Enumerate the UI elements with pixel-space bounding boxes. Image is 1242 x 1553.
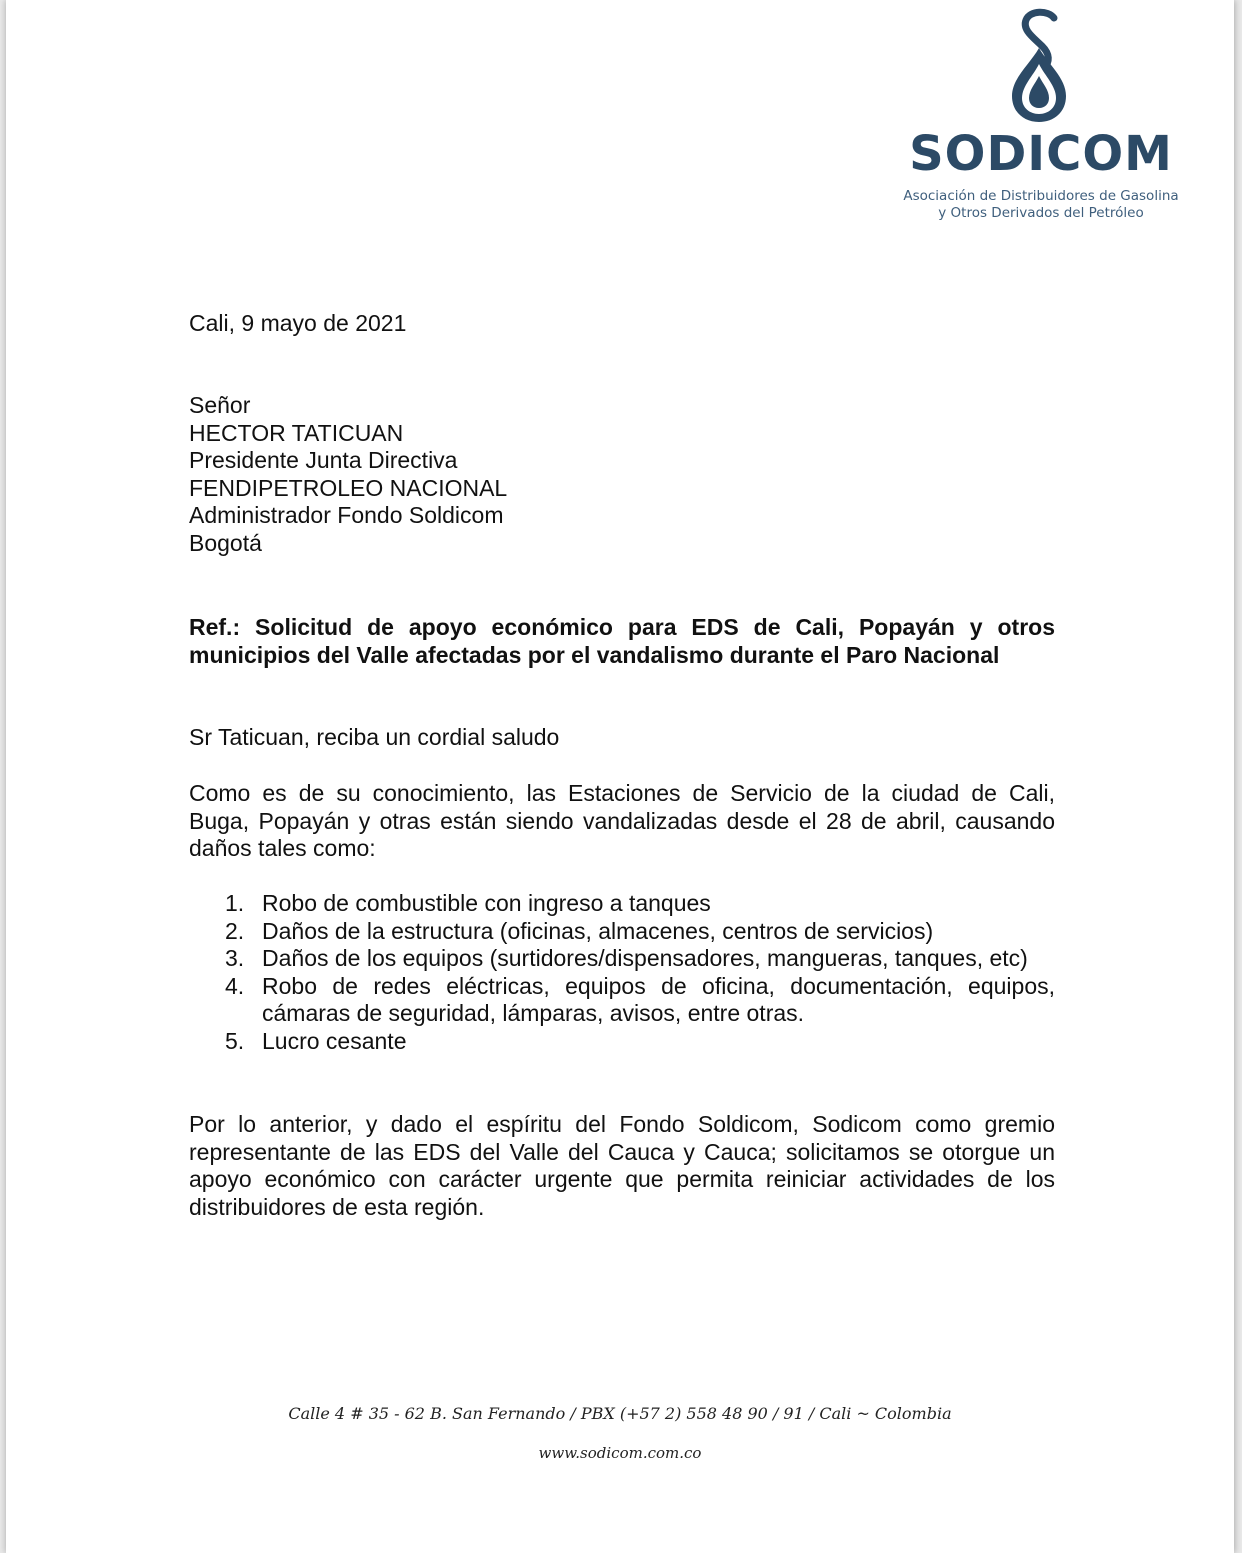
- letter-date: Cali, 9 mayo de 2021: [189, 310, 407, 336]
- letter-page: [6, 0, 1234, 1553]
- addressee-line: Señor: [189, 392, 251, 418]
- paragraph-line: daños tales como:: [189, 835, 376, 861]
- list-item-text: Robo de redes eléctricas, equipos de oficina, documentación, equipos,: [262, 972, 1055, 999]
- reference-line: municipios del Valle afectadas por el vandalismo durante el Paro Nacional: [189, 641, 1000, 668]
- paragraph-line: Como es de su conocimiento, las Estaciones de Servicio de la ciudad de Cali,: [189, 780, 1055, 806]
- logo-name: SODICOM: [909, 126, 1173, 182]
- list-item: [189, 945, 1055, 973]
- list-item-text: Daños de la estructura (oficinas, almacenes, centros de servicios): [262, 917, 934, 944]
- paragraph-line: Por lo anterior, y dado el espíritu del Fondo Soldicom, Sodicom como gremio: [189, 1111, 1055, 1137]
- reference-line: Ref.: Solicitud de apoyo económico para EDS de Cali, Popayán y otros: [189, 614, 1055, 640]
- greeting: Sr Taticuan, reciba un cordial saludo: [189, 724, 560, 750]
- paragraph-line: representante de las EDS del Valle del Cauca y Cauca; solicitamos se otorgue un: [189, 1138, 1055, 1165]
- addressee-line: FENDIPETROLEO NACIONAL: [189, 474, 508, 501]
- list-number: 3.: [225, 945, 245, 971]
- list-item: [189, 1028, 1055, 1056]
- logo-tagline-line2: y Otros Derivados del Petróleo: [938, 205, 1144, 221]
- list-number: 1.: [225, 890, 245, 916]
- paragraph-line: distribuidores de esta región.: [189, 1193, 485, 1220]
- addressee-line: Bogotá: [189, 529, 262, 556]
- sodicom-logo: [886, 8, 1196, 228]
- paragraph-request: [189, 1111, 1055, 1221]
- list-item-text: Robo de combustible con ingreso a tanques: [262, 890, 711, 916]
- addressee-line: Administrador Fondo Soldicom: [189, 502, 504, 528]
- list-number: 2.: [225, 917, 245, 944]
- logo-tagline-line1: Asociación de Distribuidores de Gasolina: [903, 188, 1179, 204]
- footer-address: Calle 4 # 35 - 62 B. San Fernando / PBX (+57 2) 558 48 90 / 91 / Cali ~ Colombia: [288, 1404, 952, 1423]
- list-item-text: Daños de los equipos (surtidores/dispensadores, mangueras, tanques, etc): [262, 945, 1028, 971]
- list-item-text: cámaras de seguridad, lámparas, avisos, entre otras.: [262, 1000, 805, 1026]
- drop-logo-icon: [1004, 8, 1074, 128]
- list-number: 4.: [225, 972, 245, 999]
- addressee-line: HECTOR TATICUAN: [189, 419, 404, 446]
- paragraph-line: Buga, Popayán y otras están siendo vandalizadas desde el 28 de abril, causando: [189, 807, 1055, 834]
- footer-website: www.sodicom.com.co: [538, 1444, 702, 1462]
- addressee-block: [189, 392, 507, 557]
- list-number: 5.: [225, 1027, 245, 1054]
- paragraph-intro: [189, 780, 1055, 863]
- list-item: [189, 890, 1055, 918]
- reference-subject: [189, 614, 1055, 669]
- list-item: [189, 973, 1055, 1028]
- list-item: [189, 918, 1055, 946]
- paragraph-line: apoyo económico con carácter urgente que permita reiniciar actividades de los: [189, 1166, 1055, 1192]
- logo-tagline: [886, 188, 1196, 222]
- addressee-line: Presidente Junta Directiva: [189, 447, 458, 473]
- list-item-text: Lucro cesante: [262, 1027, 407, 1054]
- damages-list: [189, 890, 1055, 1055]
